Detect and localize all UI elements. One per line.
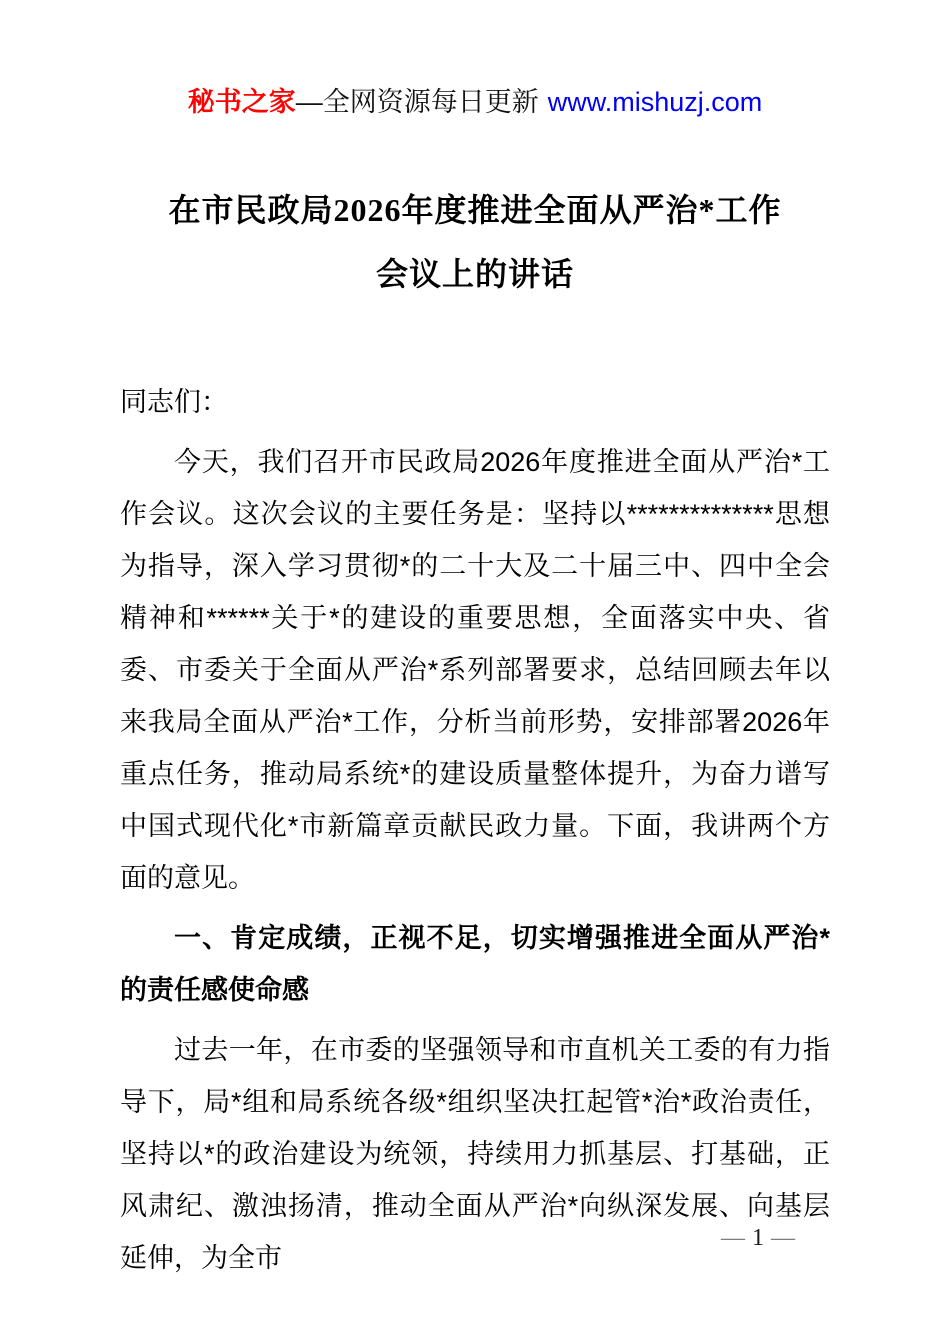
page-number-dash-left: — <box>721 1225 745 1251</box>
page-number <box>714 1224 802 1252</box>
document-title <box>70 178 880 306</box>
site-tagline: —全网资源每日更新 <box>295 87 539 117</box>
salutation: 同志们： <box>120 387 228 417</box>
page-number-dash-right: — <box>771 1225 795 1251</box>
document-title-line2: 会议上的讲话 <box>375 256 574 292</box>
document-body <box>120 368 830 1292</box>
site-brand: 秘书之家 <box>187 87 296 117</box>
paragraph-review: 过去一年，在市委的坚强领导和市直机关工委的有力指导下，局*组和局系统各级*组织坚决扛起管*治*政治责任，坚持以*的政治建设为统领，持续用力抓基层、打基础，正风肃纪、激浊扬清，推动全面从严治*向纵深发展、向基层延伸，为全市 <box>120 1035 830 1273</box>
page-number-value: 1 <box>752 1225 764 1251</box>
site-url-link[interactable]: www.mishuzj.com <box>547 87 763 117</box>
paragraph-intro: 今天，我们召开市民政局2026年度推进全面从严治*工作会议。这次会议的主要任务是：坚持以**************思想为指导，深入学习贯彻*的二十大及二十届三中、四中全会精神和******关于*的建设的重要思想，全面落实中央、省委、市委关于全面从严治*系列部署要求，总结回顾去年以来我局全面从严治*工作，分析当前形势，安排部署2026年重点任务，推动局系统*的建设质量整体提升，为奋力谱写中国式现代化*市新篇章贡献民政力量。下面，我讲两个方面的意见。 <box>120 447 830 893</box>
document-title-line1: 在市民政局2026年度推进全面从严治*工作 <box>168 192 782 228</box>
site-header <box>0 86 950 118</box>
section-heading-1: 一、肯定成绩，正视不足，切实增强推进全面从严治*的责任感使命感 <box>120 923 830 1005</box>
